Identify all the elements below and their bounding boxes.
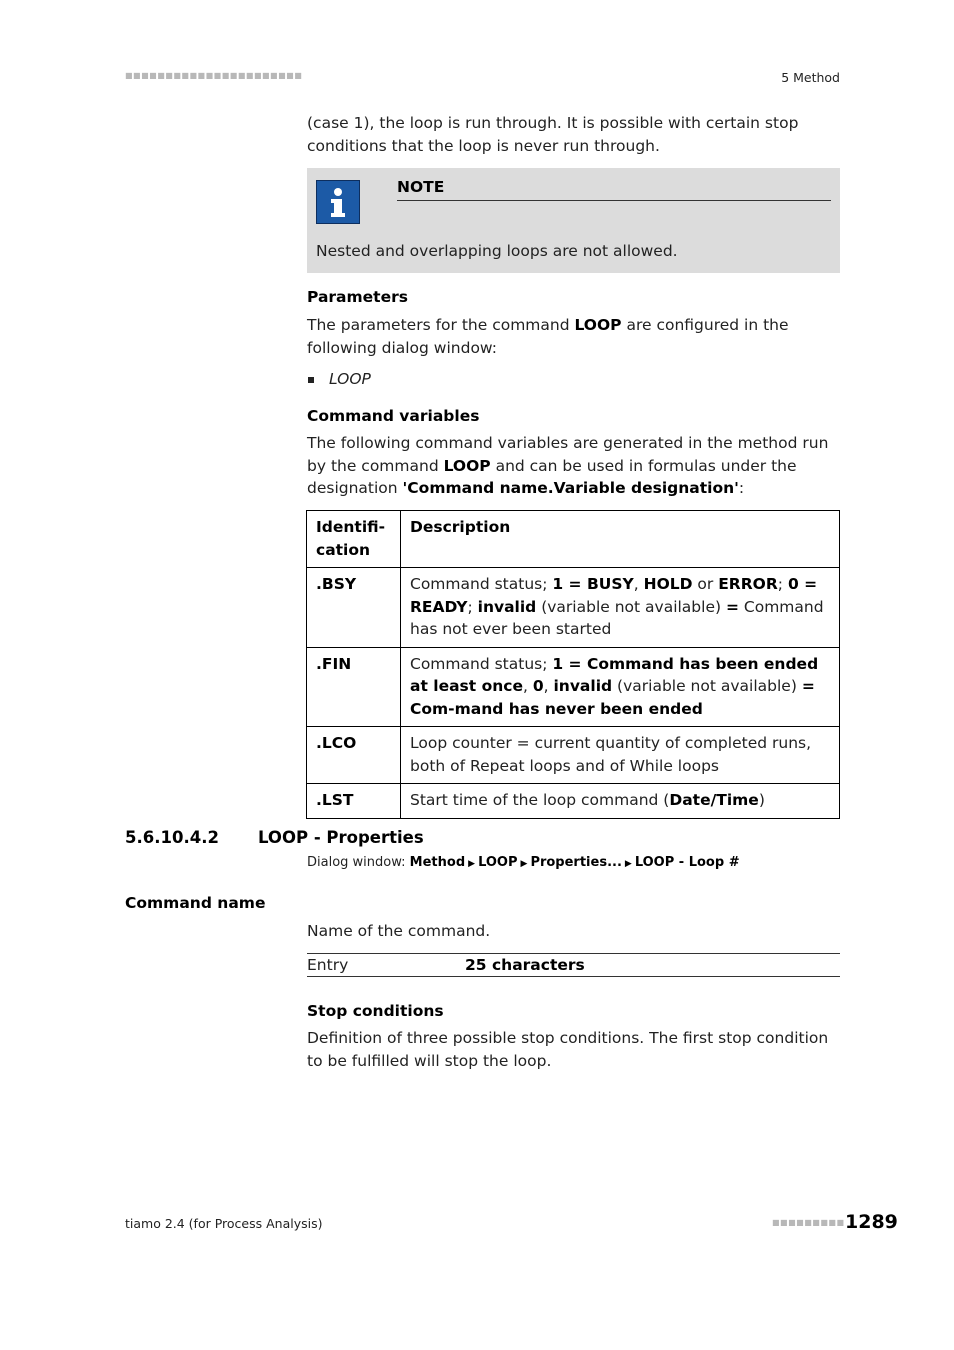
section-title: LOOP - Properties xyxy=(258,828,424,847)
header-decoration: ■■■■■■■■■■■■■■■■■■■■■■ xyxy=(125,71,303,80)
variable-identification: .LST xyxy=(307,784,401,819)
arrow-right-icon: ▶ xyxy=(624,859,632,869)
intro-paragraph: (case 1), the loop is run through. It is possible with certain stop conditions that the loop is never run through. xyxy=(307,114,799,155)
command-name-text: Name of the command. xyxy=(307,922,491,940)
variable-description: Command status; 1 = BUSY, HOLD or ERROR; 0 = READY; invalid (variable not available) = Command has not ever been started xyxy=(401,568,840,648)
command-variables-table xyxy=(306,510,840,819)
variable-description: Loop counter = current quantity of completed runs, both of Repeat loops and of While loops xyxy=(401,727,840,784)
note-text: Nested and overlapping loops are not allowed. xyxy=(316,242,678,260)
table-row xyxy=(307,647,840,727)
variable-identification: .FIN xyxy=(307,647,401,727)
variable-identification: .LCO xyxy=(307,727,401,784)
parameters-paragraph: The parameters for the command LOOP are configured in the following dialog window: xyxy=(307,316,789,357)
arrow-right-icon: ▶ xyxy=(468,859,476,869)
variable-identification: .BSY xyxy=(307,568,401,648)
note-box xyxy=(307,168,840,273)
arrow-right-icon: ▶ xyxy=(520,859,528,869)
note-divider xyxy=(397,200,831,201)
info-icon xyxy=(316,180,360,224)
entry-value: 25 characters xyxy=(465,956,585,974)
header-identification: Identifi- cation xyxy=(307,511,401,568)
page-number: 1289 xyxy=(845,1211,898,1233)
table-header-row xyxy=(307,511,840,568)
header-description: Description xyxy=(401,511,840,568)
section-number: 5.6.10.4.2 xyxy=(125,828,219,847)
note-title: NOTE xyxy=(397,178,445,196)
table-row xyxy=(307,727,840,784)
stop-conditions-heading: Stop conditions xyxy=(307,1002,444,1020)
path-properties: Properties... xyxy=(530,855,622,870)
parameters-heading: Parameters xyxy=(307,288,408,306)
table-row xyxy=(307,784,840,819)
footer-product: tiamo 2.4 (for Process Analysis) xyxy=(125,1216,323,1231)
dialog-path: Dialog window: Method ▶ LOOP ▶ Properties... ▶ LOOP - Loop # xyxy=(307,855,740,870)
variable-description: Command status; 1 = Command has been ended at least once, 0, invalid (variable not available) = Com-mand has never been ended xyxy=(401,647,840,727)
chapter-title: 5 Method xyxy=(781,70,840,85)
stop-conditions-text: Definition of three possible stop conditions. The first stop condition to be fulfilled will stop the loop. xyxy=(307,1029,829,1070)
variable-description: Start time of the loop command (Date/Time) xyxy=(401,784,840,819)
path-loop: LOOP xyxy=(478,855,518,870)
command-name-heading: Command name xyxy=(125,894,266,912)
bullet-icon xyxy=(308,377,314,383)
path-method: Method xyxy=(409,855,466,870)
entry-row xyxy=(307,953,840,977)
table-row xyxy=(307,568,840,648)
entry-label: Entry xyxy=(307,956,349,974)
command-variables-heading: Command variables xyxy=(307,407,480,425)
footer-decoration: ■■■■■■■■■ xyxy=(772,1218,845,1227)
dialog-link-loop: LOOP xyxy=(329,370,371,388)
command-variables-paragraph: The following command variables are generated in the method run by the command LOOP and can be used in formulas under the designation 'Command name.Variable designation': xyxy=(307,434,829,497)
path-loop-loop: LOOP - Loop # xyxy=(634,855,740,870)
